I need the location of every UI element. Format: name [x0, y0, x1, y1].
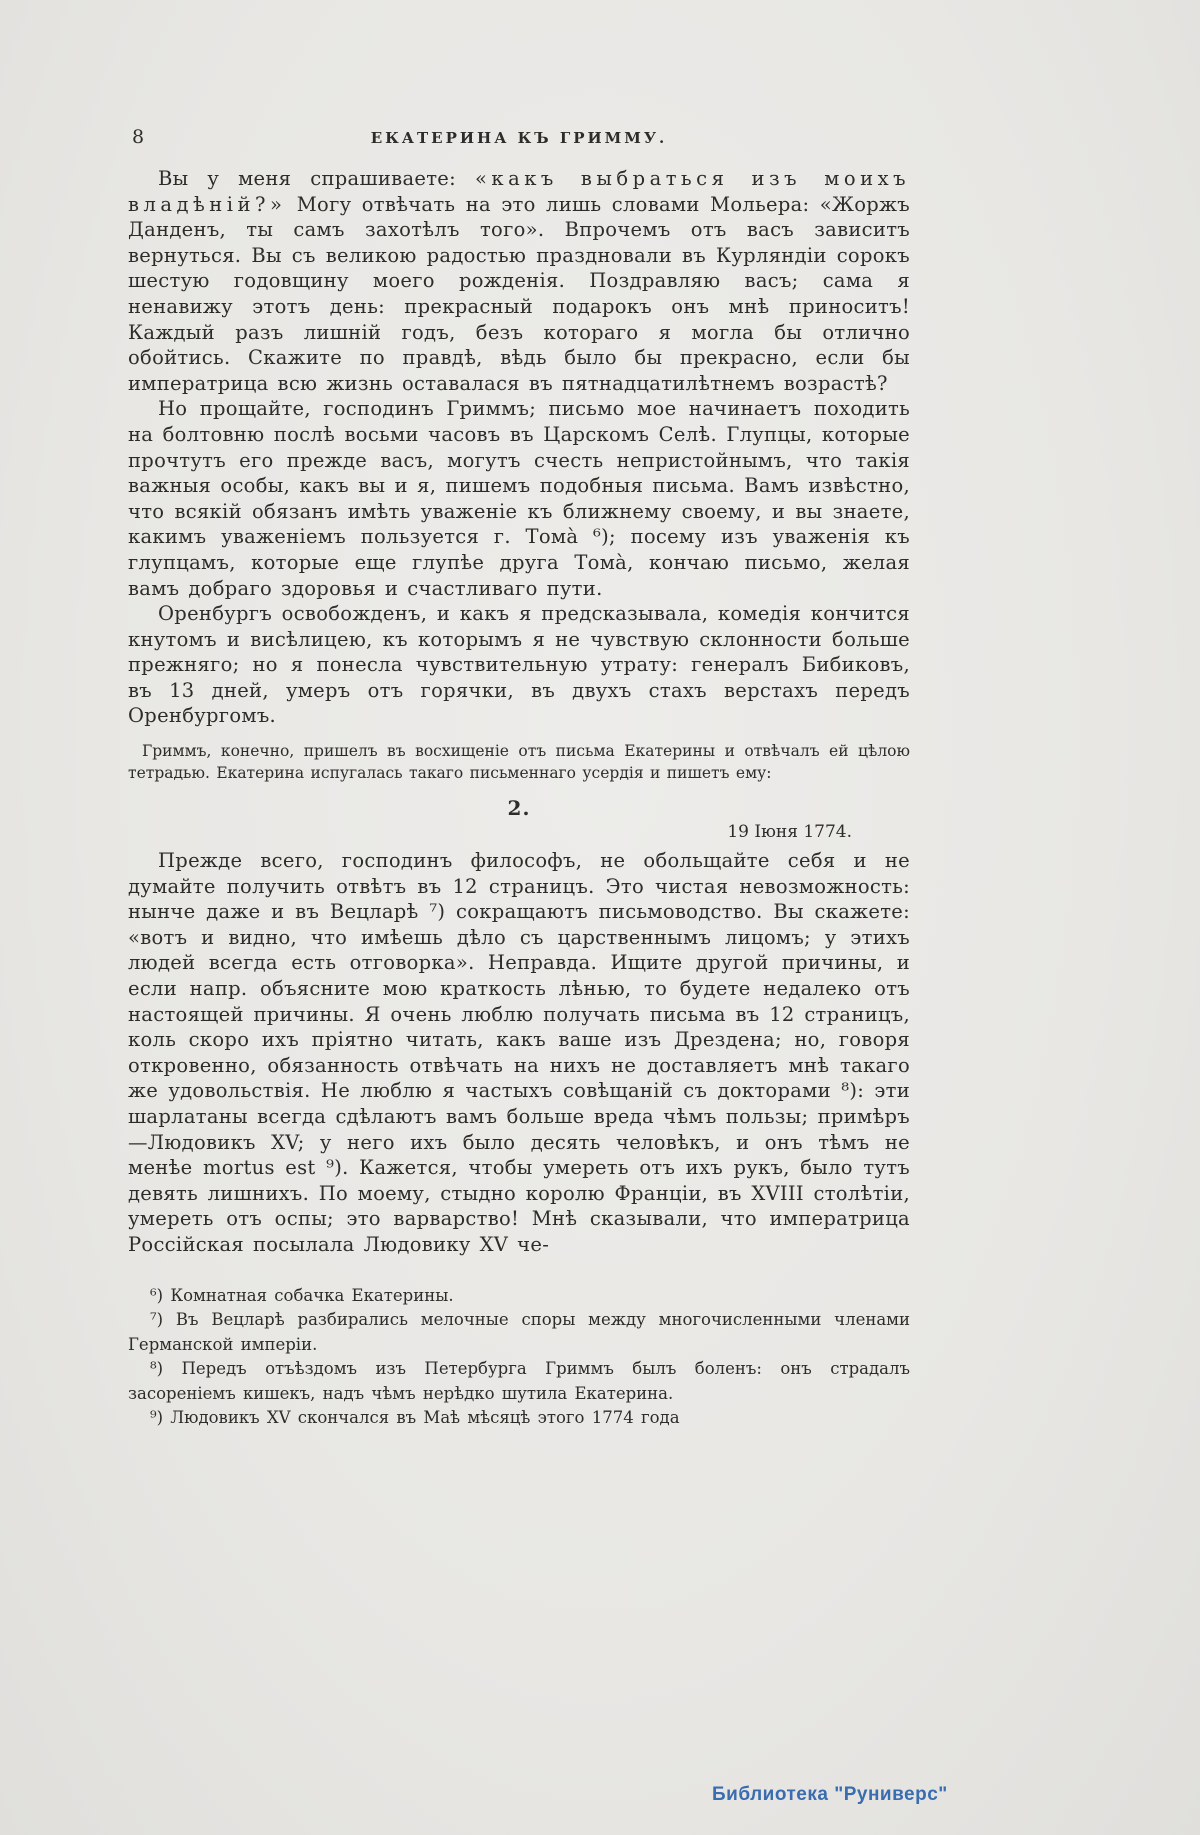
- footnote: [128, 1357, 910, 1406]
- paragraph: Прежде всего, господинъ философъ, не обольщайте себя и не думайте получить отвѣтъ въ 12 страницъ. Это чистая невозможность: нынче даже и въ Вецларѣ ⁷) сокращаютъ письмоводство. Вы скажете: «вотъ и видно, что имѣешь дѣло съ царственнымъ лицомъ; у этихъ людей всегда есть отговорка». Неправда. Ищите другой причины, и если напр. объясните мою краткость лѣнью, то будете недалеко отъ настоящей причины. Я очень люблю получать письма въ 12 страницъ, коль скоро ихъ пріятно читать, какъ ваше изъ Дрездена; но, говоря откровенно, обязанность отвѣчать на нихъ не доставляетъ мнѣ такаго же удовольствія. Не люблю я частыхъ совѣщаній съ докторами ⁸): эти шарлатаны всегда сдѣлаютъ вамъ больше вреда чѣмъ пользы; примѣръ—Людовикъ XV; у него ихъ было десять человѣкъ, и онъ тѣмъ не менѣе mortus est ⁹). Кажется, чтобы умереть отъ ихъ рукъ, было тутъ девять лишнихъ. По моему, стыдно королю Франціи, въ XVIII столѣтіи, умереть отъ оспы; это варварство! Мнѣ сказывали, что императрица Россійская посылала Людовику XV че-: [128, 849, 910, 1256]
- page-number: 8: [132, 126, 145, 148]
- editor-note: Гриммъ, конечно, пришелъ въ восхищеніе отъ письма Екатерины и отвѣчалъ ей цѣлою тетрадью. Екатерина испугалась такаго письменнаго усердія и пишетъ ему:: [128, 742, 910, 782]
- footnote-marker: ⁸): [150, 1359, 164, 1379]
- text-block: [128, 126, 910, 1431]
- paragraph: Оренбургъ освобожденъ, и какъ я предсказывала, комедія кончится кнутомъ и висѣлицею, къ которымъ я не чувствую склонности больше прежняго; но я понесла чувствительную утрату: генералъ Бибиковъ, въ 13 дней, умеръ отъ горячки, въ двухъ стахъ верстахъ передъ Оренбургомъ.: [128, 602, 910, 728]
- letter-number: 2.: [507, 796, 531, 821]
- paragraph: [128, 166, 910, 396]
- paragraph-text-segment: Могу отвѣчать на это лишь словами Мольера: «Жоржъ Данденъ, ты самъ захотѣлъ того». Впрочемъ отъ васъ зависитъ вернуться. Вы съ великою радостью праздновали въ Курляндіи сорокъ шестую годовщину моего рожденія. Поздравляю васъ; сама я ненавижу этотъ день: прекрасный подарокъ онъ мнѣ приноситъ! Каждый разъ лишній годъ, безъ котораго я могла бы отлично обойтись. Скажите по правдѣ, вѣдь было бы прекрасно, если бы императрица всю жизнь оставалася въ пятнадцатилѣтнемъ возрастѣ?: [128, 192, 910, 395]
- footnote-text: Въ Вецларѣ разбирались мелочные споры между многочисленными членами Германской имперіи.: [128, 1310, 910, 1354]
- paragraph-emphasis-segment: «какъ выбраться изъ моихъ владѣній?»: [128, 167, 910, 216]
- running-head: ЕКАТЕРИНА КЪ ГРИММУ.: [370, 129, 668, 147]
- footnotes-section: [128, 1284, 910, 1431]
- footnote-marker: ⁷): [150, 1310, 164, 1330]
- footnote-text: Комнатная собачка Екатерины.: [170, 1285, 454, 1305]
- footnote-marker: ⁹): [150, 1408, 164, 1428]
- footnote-marker: ⁶): [150, 1285, 164, 1305]
- paragraph-text-segment: Вы у меня спрашиваете:: [158, 167, 475, 190]
- footnote: [128, 1308, 910, 1357]
- footnote: [128, 1284, 910, 1309]
- footnote-text: Передъ отъѣздомъ изъ Петербурга Гриммъ былъ боленъ: онъ страдалъ засореніемъ кишекъ, надъ чѣмъ нерѣдко шутила Екатерина.: [128, 1359, 910, 1403]
- paragraph: Но прощайте, господинъ Гриммъ; письмо мое начинаетъ походить на болтовню послѣ восьми часовъ въ Царскомъ Селѣ. Глупцы, которые прочтутъ его прежде васъ, могутъ счесть непристойнымъ, что такія важныя особы, какъ вы и я, пишемъ подобныя письма. Вамъ извѣстно, что всякій обязанъ имѣть уваженіе къ ближнему своему, и вы знаете, какимъ уваженіемъ пользуется г. Томà ⁶); посему изъ уваженія къ глупцамъ, которые еще глупѣе друга Томà, кончаю письмо, желая вамъ добраго здоровья и счастливаго пути.: [128, 397, 910, 600]
- page-header-row: [128, 126, 910, 154]
- footnote-text: Людовикъ XV скончался въ Маѣ мѣсяцѣ этого 1774 года: [170, 1408, 680, 1428]
- letter-date: 19 Іюня 1774.: [727, 822, 852, 843]
- library-watermark: Библиотека "Руниверс": [712, 1784, 948, 1805]
- footnote: [128, 1406, 910, 1431]
